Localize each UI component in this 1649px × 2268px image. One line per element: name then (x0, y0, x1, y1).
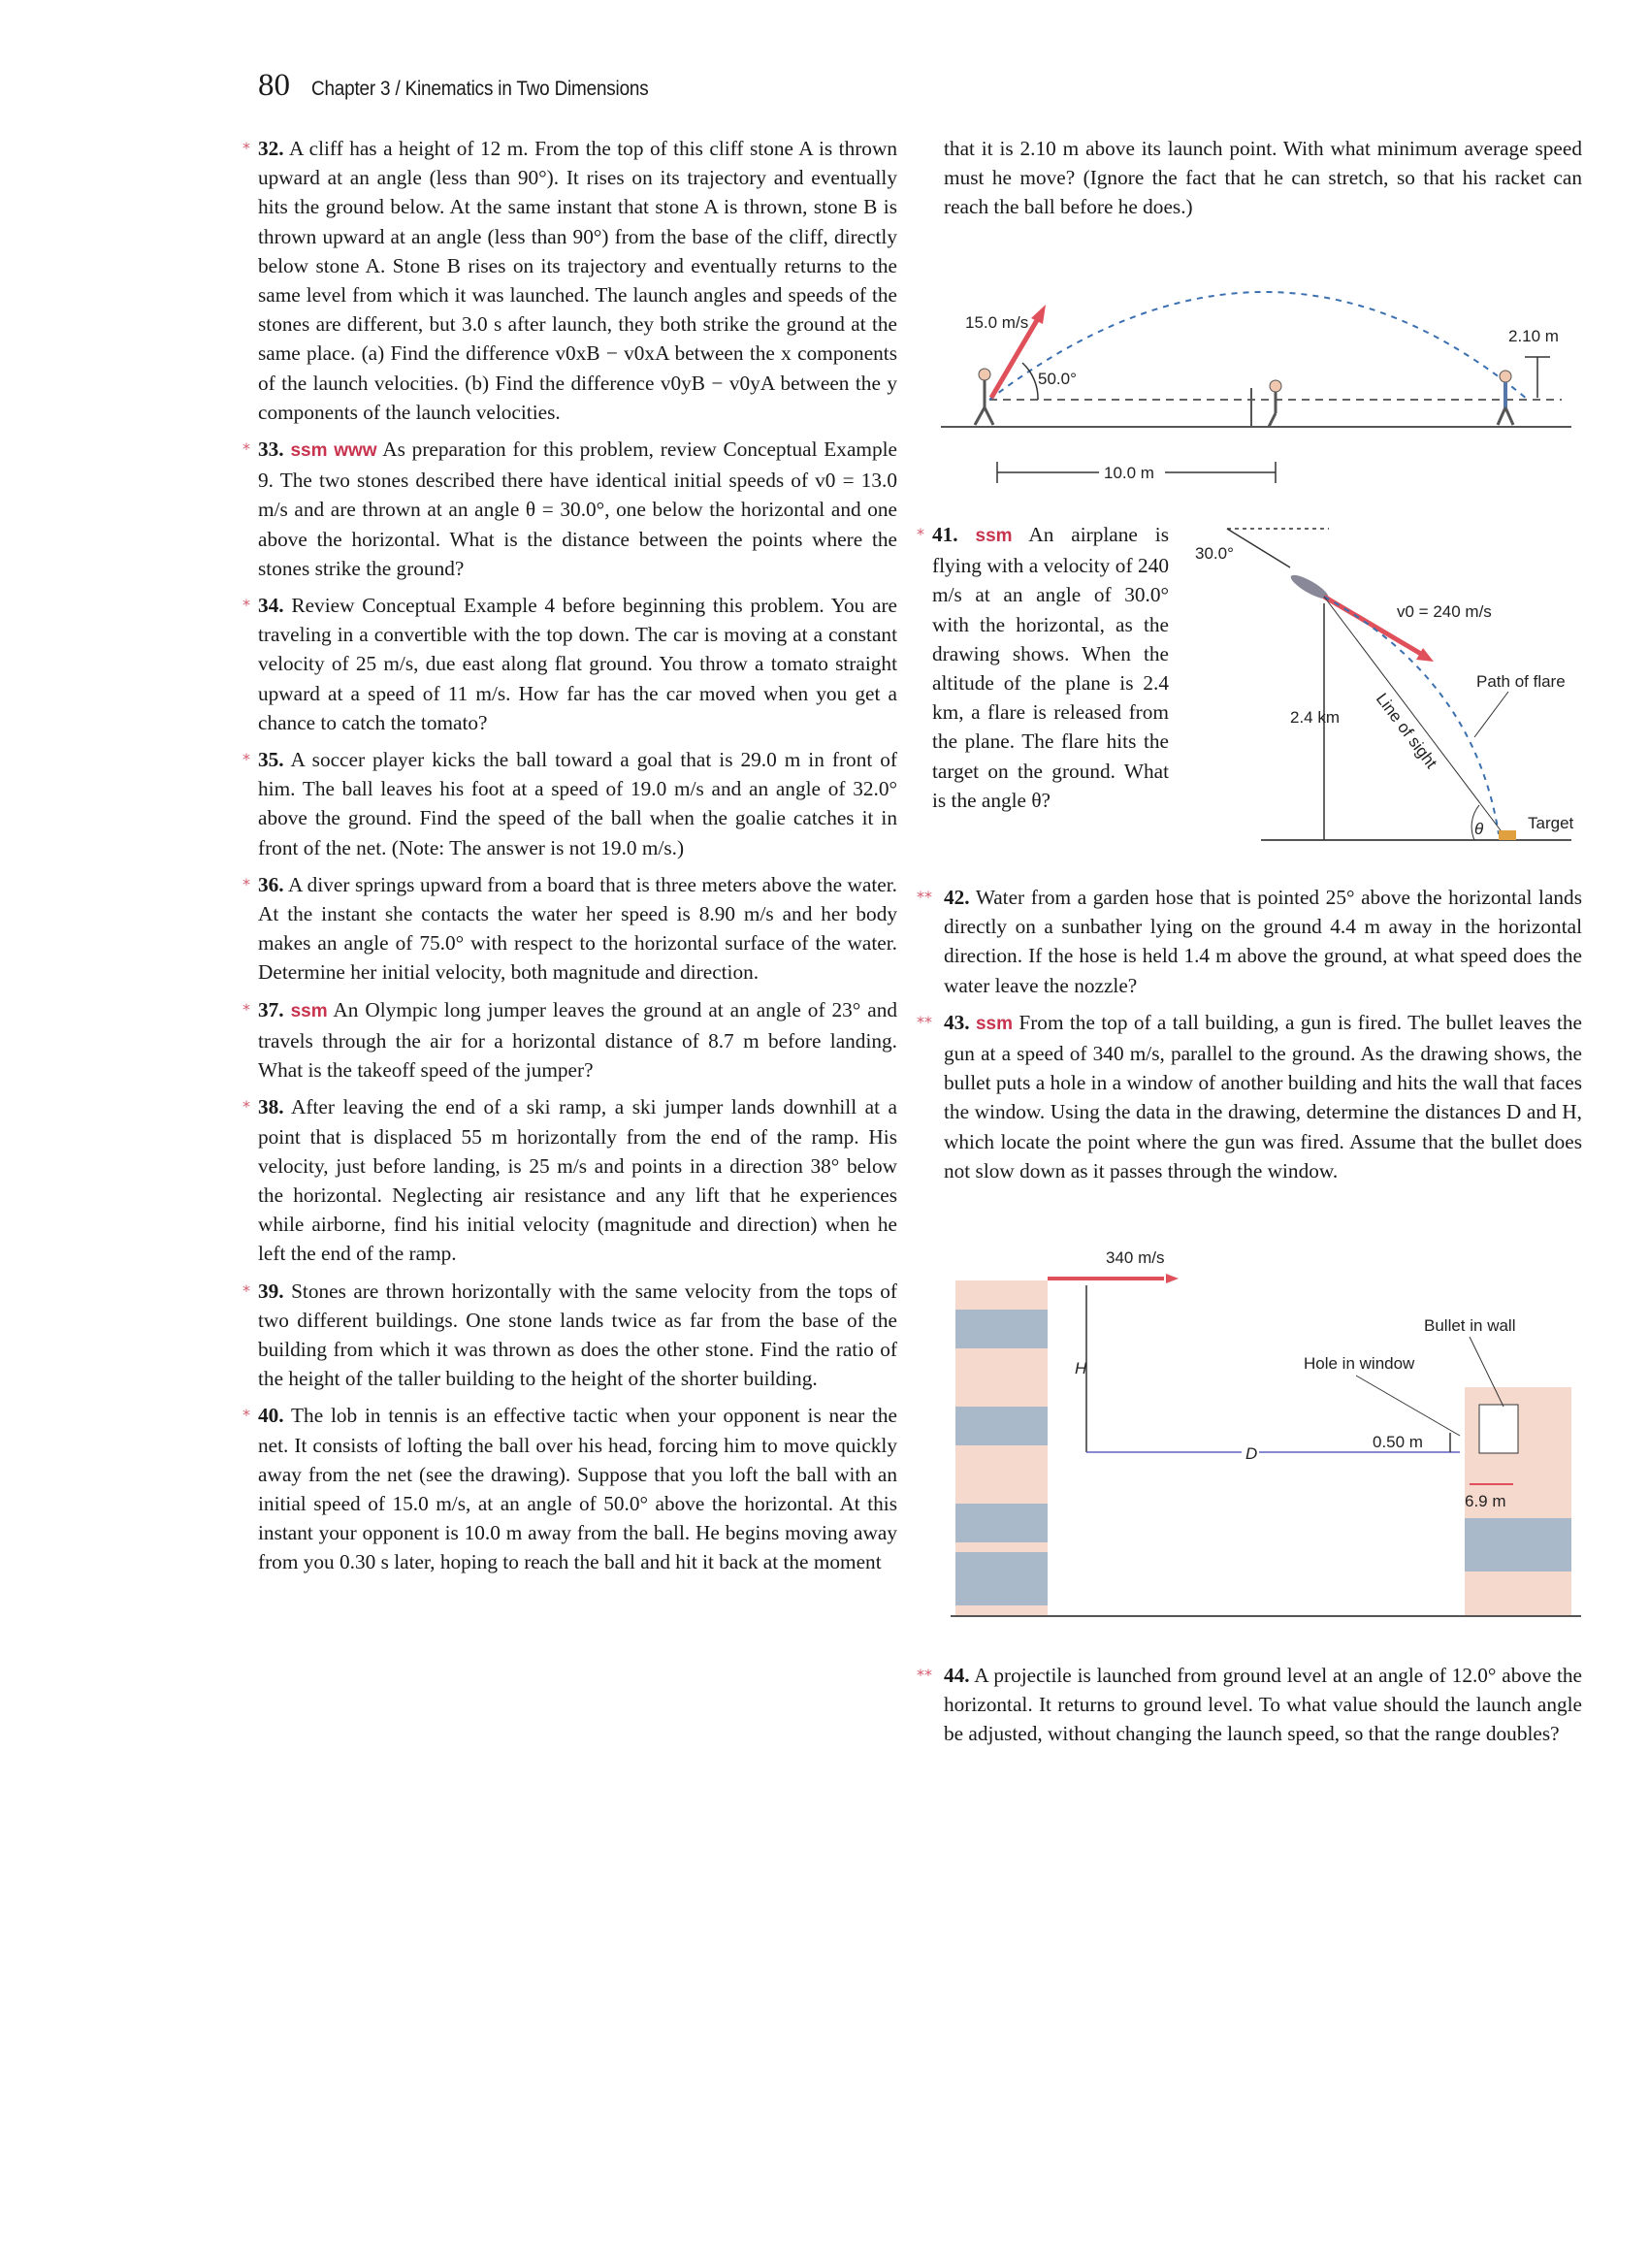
problem-number: 44. (944, 1664, 970, 1687)
right-column-top (917, 134, 1582, 222)
problem-33 (242, 435, 897, 583)
problem-text: Water from a garden hose that is pointed 25° above the horizontal lands directly on a sunbather lying on the ground 4.4 m away in the horizontal direction. If the hose is held 1.4 m above the ground, at what speed does the water leave the nozzle? (944, 886, 1582, 997)
chapter-title: Chapter 3 / Kinematics in Two Dimensions (311, 78, 649, 100)
problem-number: 40. (258, 1404, 284, 1428)
difficulty-stars: * (242, 1280, 250, 1300)
difficulty-stars: * (242, 596, 250, 615)
problem-40 (242, 1401, 897, 1576)
line-of-sight (1324, 597, 1504, 834)
difficulty-stars: ** (917, 1666, 932, 1684)
ssm-tag: ssm www (290, 440, 377, 462)
target-label: Target (1528, 814, 1574, 832)
page-number: 80 (258, 68, 290, 103)
difficulty-stars: * (242, 999, 250, 1019)
problem-text: A soccer player kicks the ball toward a goal that is 29.0 m in front of him. The ball leaves his foot at a speed of 19.0 m/s and an angle of 32.0° above the ground. Find the speed of the ball when the goalie catches it in front of the net. (Note: The answer is not 19.0 m/s.) (258, 748, 897, 859)
right-column-bottom (917, 1661, 1582, 1757)
path-label: Path of flare (1476, 672, 1566, 691)
left-building (955, 1280, 1048, 1615)
problem-text: The lob in tennis is an effective tactic when your opponent is near the net. It consists of lofting the ball over his head, forcing him to move quickly away from the net (see the drawing). Suppose that you loft the ball with an initial speed of 15.0 m/s, at an angle of 50.0° above the horizontal. At this instant your opponent is 10.0 m away from the ball. He begins moving away from you 0.30 s later, hoping to reach the ball and hit it back at the moment (258, 1404, 897, 1574)
ssm-tag: ssm (975, 526, 1013, 546)
drop-label: 0.50 m (1373, 1433, 1423, 1451)
problem-number: 43. (944, 1010, 970, 1034)
difficulty-stars: * (242, 750, 250, 769)
difficulty-stars: * (917, 525, 924, 543)
problem-text: Review Conceptual Example 4 before beginning this problem. You are traveling in a convertible with the top down. The car is moving at a constant velocity of 25 m/s, due east along flat ground. You throw a tomato straight upward at a speed of 11 m/s. How far has the car moved when you get a chance to catch the tomato? (258, 594, 898, 734)
velocity-arrowhead (1031, 305, 1046, 324)
distance-label: 10.0 m (1104, 464, 1154, 482)
figure-tennis-lob (931, 243, 1571, 495)
problem-text: A diver springs upward from a board that is three meters above the water. At the instant she contacts the water her speed is 8.90 m/s and her body makes an angle of 75.0° with respect to the horizontal surface of the water. Determine her initial velocity, both magnitude and direction. (258, 872, 898, 985)
velocity-label: v0 = 240 m/s (1397, 602, 1492, 621)
difficulty-stars: ** (917, 888, 932, 906)
problem-41 (917, 520, 1169, 823)
ssm-tag: ssm (975, 1013, 1014, 1034)
problem-44 (917, 1661, 1582, 1749)
difficulty-stars: * (242, 439, 250, 459)
angle-label: 50.0° (1038, 370, 1077, 388)
flare-path (1324, 597, 1499, 834)
problem-42 (917, 883, 1582, 1000)
problem-43 (917, 1008, 1582, 1185)
problem-34 (242, 591, 897, 737)
difficulty-stars: * (242, 1097, 250, 1117)
problem-number: 32. (258, 137, 284, 160)
difficulty-stars: * (242, 139, 250, 157)
problem-number: 34. (258, 594, 284, 618)
line-of-sight-label: Line of sight (1372, 689, 1441, 772)
problem-32 (242, 134, 897, 427)
figure-bullet-buildings (951, 1242, 1581, 1620)
speed-label: 15.0 m/s (965, 313, 1029, 332)
problem-number: 35. (258, 748, 284, 772)
d-label: D (1245, 1444, 1258, 1463)
problem-text: An Olympic long jumper leaves the ground at an angle of 23° and travels through the air for a horizontal distance of 8.7 m before landing. What is the takeoff speed of the jumper? (258, 997, 897, 1083)
width-label: 6.9 m (1465, 1492, 1506, 1510)
h-label: H (1075, 1359, 1087, 1377)
problem-text: A cliff has a height of 12 m. From the top of this cliff stone A is thrown upward at an angle (less than 90°). It rises on its trajectory and eventually hits the ground below. At the same instant that stone A is thrown, stone B is thrown upward at an angle (less than 90°) from the base of the cliff, directly below stone A. Stone B rises on its trajectory and eventually returns to the same level from which it was launched. The launch angles and speeds of the stones are different, but 3.0 s after launch, they both strike the ground at the same place. (a) Find the difference v0xB − v0xA between the x components of the launch velocities. (b) Find the difference v0yB − v0yA between the y components of the launch velocities. (258, 137, 897, 424)
angle-label: 30.0° (1195, 544, 1234, 563)
problem-40-continued: that it is 2.10 m above its launch point. With what minimum average speed must he move? (Ignore the fact that he can stretch, so that his racket can reach the ball before he does.) (944, 137, 1582, 219)
altitude-label: 2.4 km (1290, 708, 1341, 727)
problem-number: 39. (258, 1279, 284, 1303)
opponent-figure (1498, 371, 1513, 425)
right-column-middle (917, 883, 1582, 1193)
angle-arc (1022, 363, 1038, 400)
problem-text: A projectile is launched from ground level at an angle of 12.0° above the horizontal. It returns to ground level. To what value should the launch angle be adjusted, without changing the launch speed, so that the range doubles? (944, 1664, 1582, 1746)
problem-number: 38. (258, 1095, 284, 1119)
problem-text: After leaving the end of a ski ramp, a ski jumper lands downhill at a point that is displaced 55 m horizontally from the end of the ramp. His velocity, just before landing, is 25 m/s and points in a direction 38° below the horizontal. Neglecting air resistance and any lift that he experiences while airborne, find his initial velocity (magnitude and direction) when he left the end of the ramp. (258, 1095, 897, 1266)
arrowhead (1166, 1274, 1179, 1283)
problem-number: 33. (258, 437, 284, 462)
figure-airplane-flare (1183, 514, 1581, 854)
problem-number: 41. (932, 523, 958, 546)
height-label: 2.10 m (1508, 327, 1559, 345)
left-column (242, 134, 897, 1585)
problem-text: Stones are thrown horizontally with the same velocity from the tops of two different buildings. One stone lands twice as far from the base of the building from which it was thrown as does the other stone. Find the ratio of the height of the taller building to the height of the shorter building. (258, 1279, 897, 1391)
net-figure (1251, 380, 1281, 427)
problem-39 (242, 1277, 897, 1394)
problem-36 (242, 870, 897, 988)
problem-number: 36. (258, 872, 284, 896)
theta-label: θ (1474, 820, 1484, 838)
problem-text: As preparation for this problem, review Conceptual Example 9. The two stones described there have identical initial speeds of v0 = 13.0 m/s and are thrown at an angle θ = 30.0°, one below the horizontal and one above the horizontal. What is the distance between the points where the stones strike the ground? (258, 437, 897, 580)
ssm-tag: ssm (290, 1000, 328, 1021)
speed-label: 340 m/s (1106, 1248, 1165, 1267)
difficulty-stars: * (242, 1406, 250, 1425)
problem-text: An airplane is flying with a velocity of 240 m/s at an angle of 30.0° with the horizontal, as the drawing shows. When the altitude of the plane is 2.4 km, a flare is released from the plane. The flare hits the target on the ground. What is the angle θ? (932, 523, 1169, 812)
page-header (258, 68, 686, 107)
problem-text: From the top of a tall building, a gun is fired. The bullet leaves the gun at a speed of 340 m/s, parallel to the ground. As the drawing shows, the bullet puts a hole in a window of another building and hits the wall that faces the window. Using the data in the drawing, determine the distances D and H, which locate the point where the gun was fired. Assume that the bullet does not slow down as it passes through the window. (944, 1010, 1583, 1183)
problem-number: 42. (944, 886, 970, 909)
target-icon (1499, 830, 1516, 840)
problem-number: 37. (258, 997, 284, 1021)
problem-37 (242, 995, 897, 1085)
difficulty-stars: * (242, 874, 250, 893)
difficulty-stars: ** (917, 1012, 932, 1031)
problem-35 (242, 745, 897, 862)
window-pointer (1356, 1376, 1460, 1436)
hole-window-label: Hole in window (1304, 1354, 1415, 1373)
horizontal-ref (1227, 529, 1290, 567)
bullet-wall-label: Bullet in wall (1424, 1316, 1516, 1335)
problem-41-body (917, 520, 1169, 815)
problem-38 (242, 1092, 897, 1268)
path-pointer (1474, 692, 1508, 737)
